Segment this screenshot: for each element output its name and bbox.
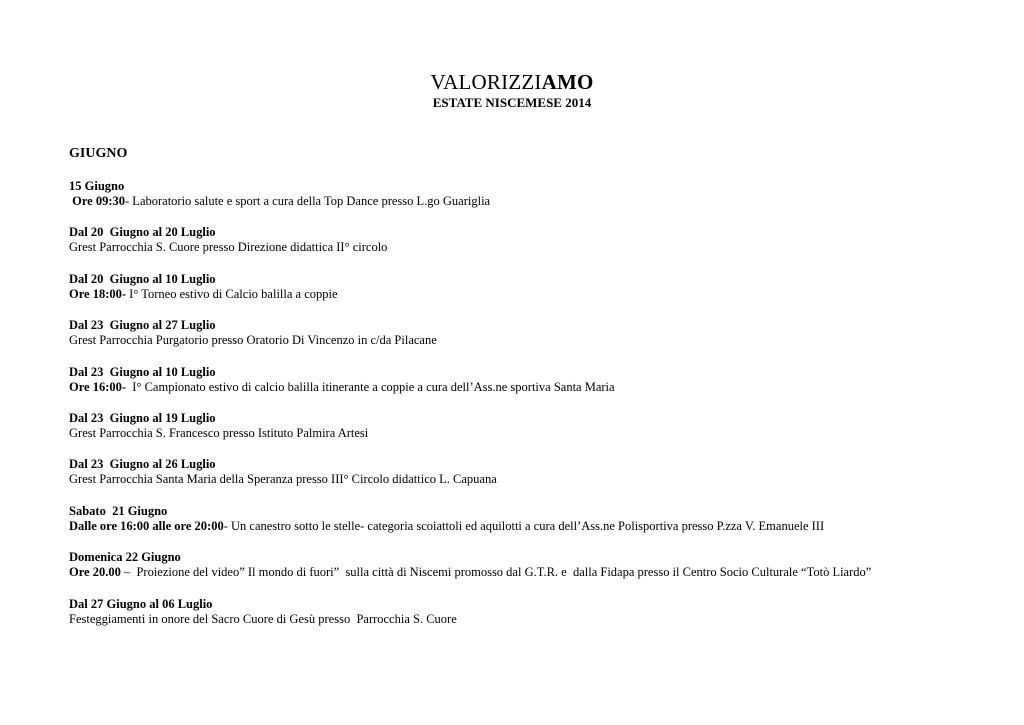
event-description (69, 194, 969, 209)
event-item (69, 504, 969, 550)
event-time: Ore 20.00 (69, 565, 121, 580)
event-item (69, 272, 969, 318)
event-text: – Proiezione del video” Il mondo di fuori” sulla città di Niscemi promosso dal G.T.R. e dalla Fidapa presso il Centro Socio Culturale “Totò Liardo” (120, 565, 872, 580)
event-text: I° Torneo estivo di Calcio balilla a coppie (126, 286, 338, 301)
event-text: - Un canestro sotto le stelle- categoria scoiattoli ed aquilotti a cura dell’Ass.ne Polisportiva presso P.zza V. Emanuele III (223, 518, 825, 533)
event-item (69, 411, 969, 457)
event-description (69, 287, 969, 302)
event-text: Grest Parrocchia Santa Maria della Speranza presso III° Circolo didattico L. Capuana (69, 472, 497, 487)
document-title (0, 70, 1024, 94)
event-description (69, 519, 969, 534)
title-bold: AMO (541, 70, 594, 94)
event-description (69, 612, 969, 627)
event-date: Dal 23 Giugno al 10 Luglio (69, 364, 216, 379)
event-list (69, 179, 969, 643)
event-date: Dal 27 Giugno al 06 Luglio (69, 596, 213, 611)
event-date: Dal 23 Giugno al 27 Luglio (69, 318, 216, 333)
event-date: Domenica 22 Giugno (69, 550, 181, 565)
event-text: I° Campionato estivo di calcio balilla itinerante a coppie a cura dell’Ass.ne sportiva Santa Maria (126, 379, 615, 394)
event-text: Grest Parrocchia Purgatorio presso Oratorio Di Vincenzo in c/da Pilacane (69, 333, 437, 348)
event-date: Dal 20 Giugno al 10 Luglio (69, 271, 216, 286)
document-subtitle: ESTATE NISCEMESE 2014 (432, 95, 592, 110)
event-time: Dalle ore 16:00 alle ore 20:00 (69, 518, 224, 533)
event-time: Ore 16:00- (69, 379, 127, 394)
event-description (69, 240, 969, 255)
event-date: Dal 23 Giugno al 26 Luglio (69, 457, 216, 472)
event-item (69, 318, 969, 364)
event-item (69, 550, 969, 596)
event-description (69, 565, 969, 580)
event-date: 15 Giugno (69, 179, 125, 193)
event-item (69, 179, 969, 225)
event-time: Ore 18:00- (69, 286, 127, 301)
event-time: Ore 09:30 (69, 194, 126, 208)
event-item (69, 597, 969, 643)
event-text: - Laboratorio salute e sport a cura della Top Dance presso L.go Guariglia (125, 194, 491, 208)
month-heading: GIUGNO (69, 146, 128, 161)
event-description (69, 472, 969, 487)
event-text: Festeggiamenti in onore del Sacro Cuore di Gesù presso Parrocchia S. Cuore (69, 611, 457, 626)
event-description (69, 333, 969, 348)
event-description (69, 380, 969, 395)
event-text: Grest Parrocchia S. Cuore presso Direzione didattica II° circolo (69, 240, 388, 255)
event-date: Sabato 21 Giugno (69, 503, 168, 518)
event-description (69, 426, 969, 441)
event-item (69, 365, 969, 411)
event-item (69, 457, 969, 503)
event-date: Dal 20 Giugno al 20 Luglio (69, 225, 216, 240)
event-item (69, 225, 969, 271)
title-plain: VALORIZZI (430, 70, 542, 94)
event-text: Grest Parrocchia S. Francesco presso Istituto Palmira Artesi (69, 425, 369, 440)
event-date: Dal 23 Giugno al 19 Luglio (69, 410, 216, 425)
